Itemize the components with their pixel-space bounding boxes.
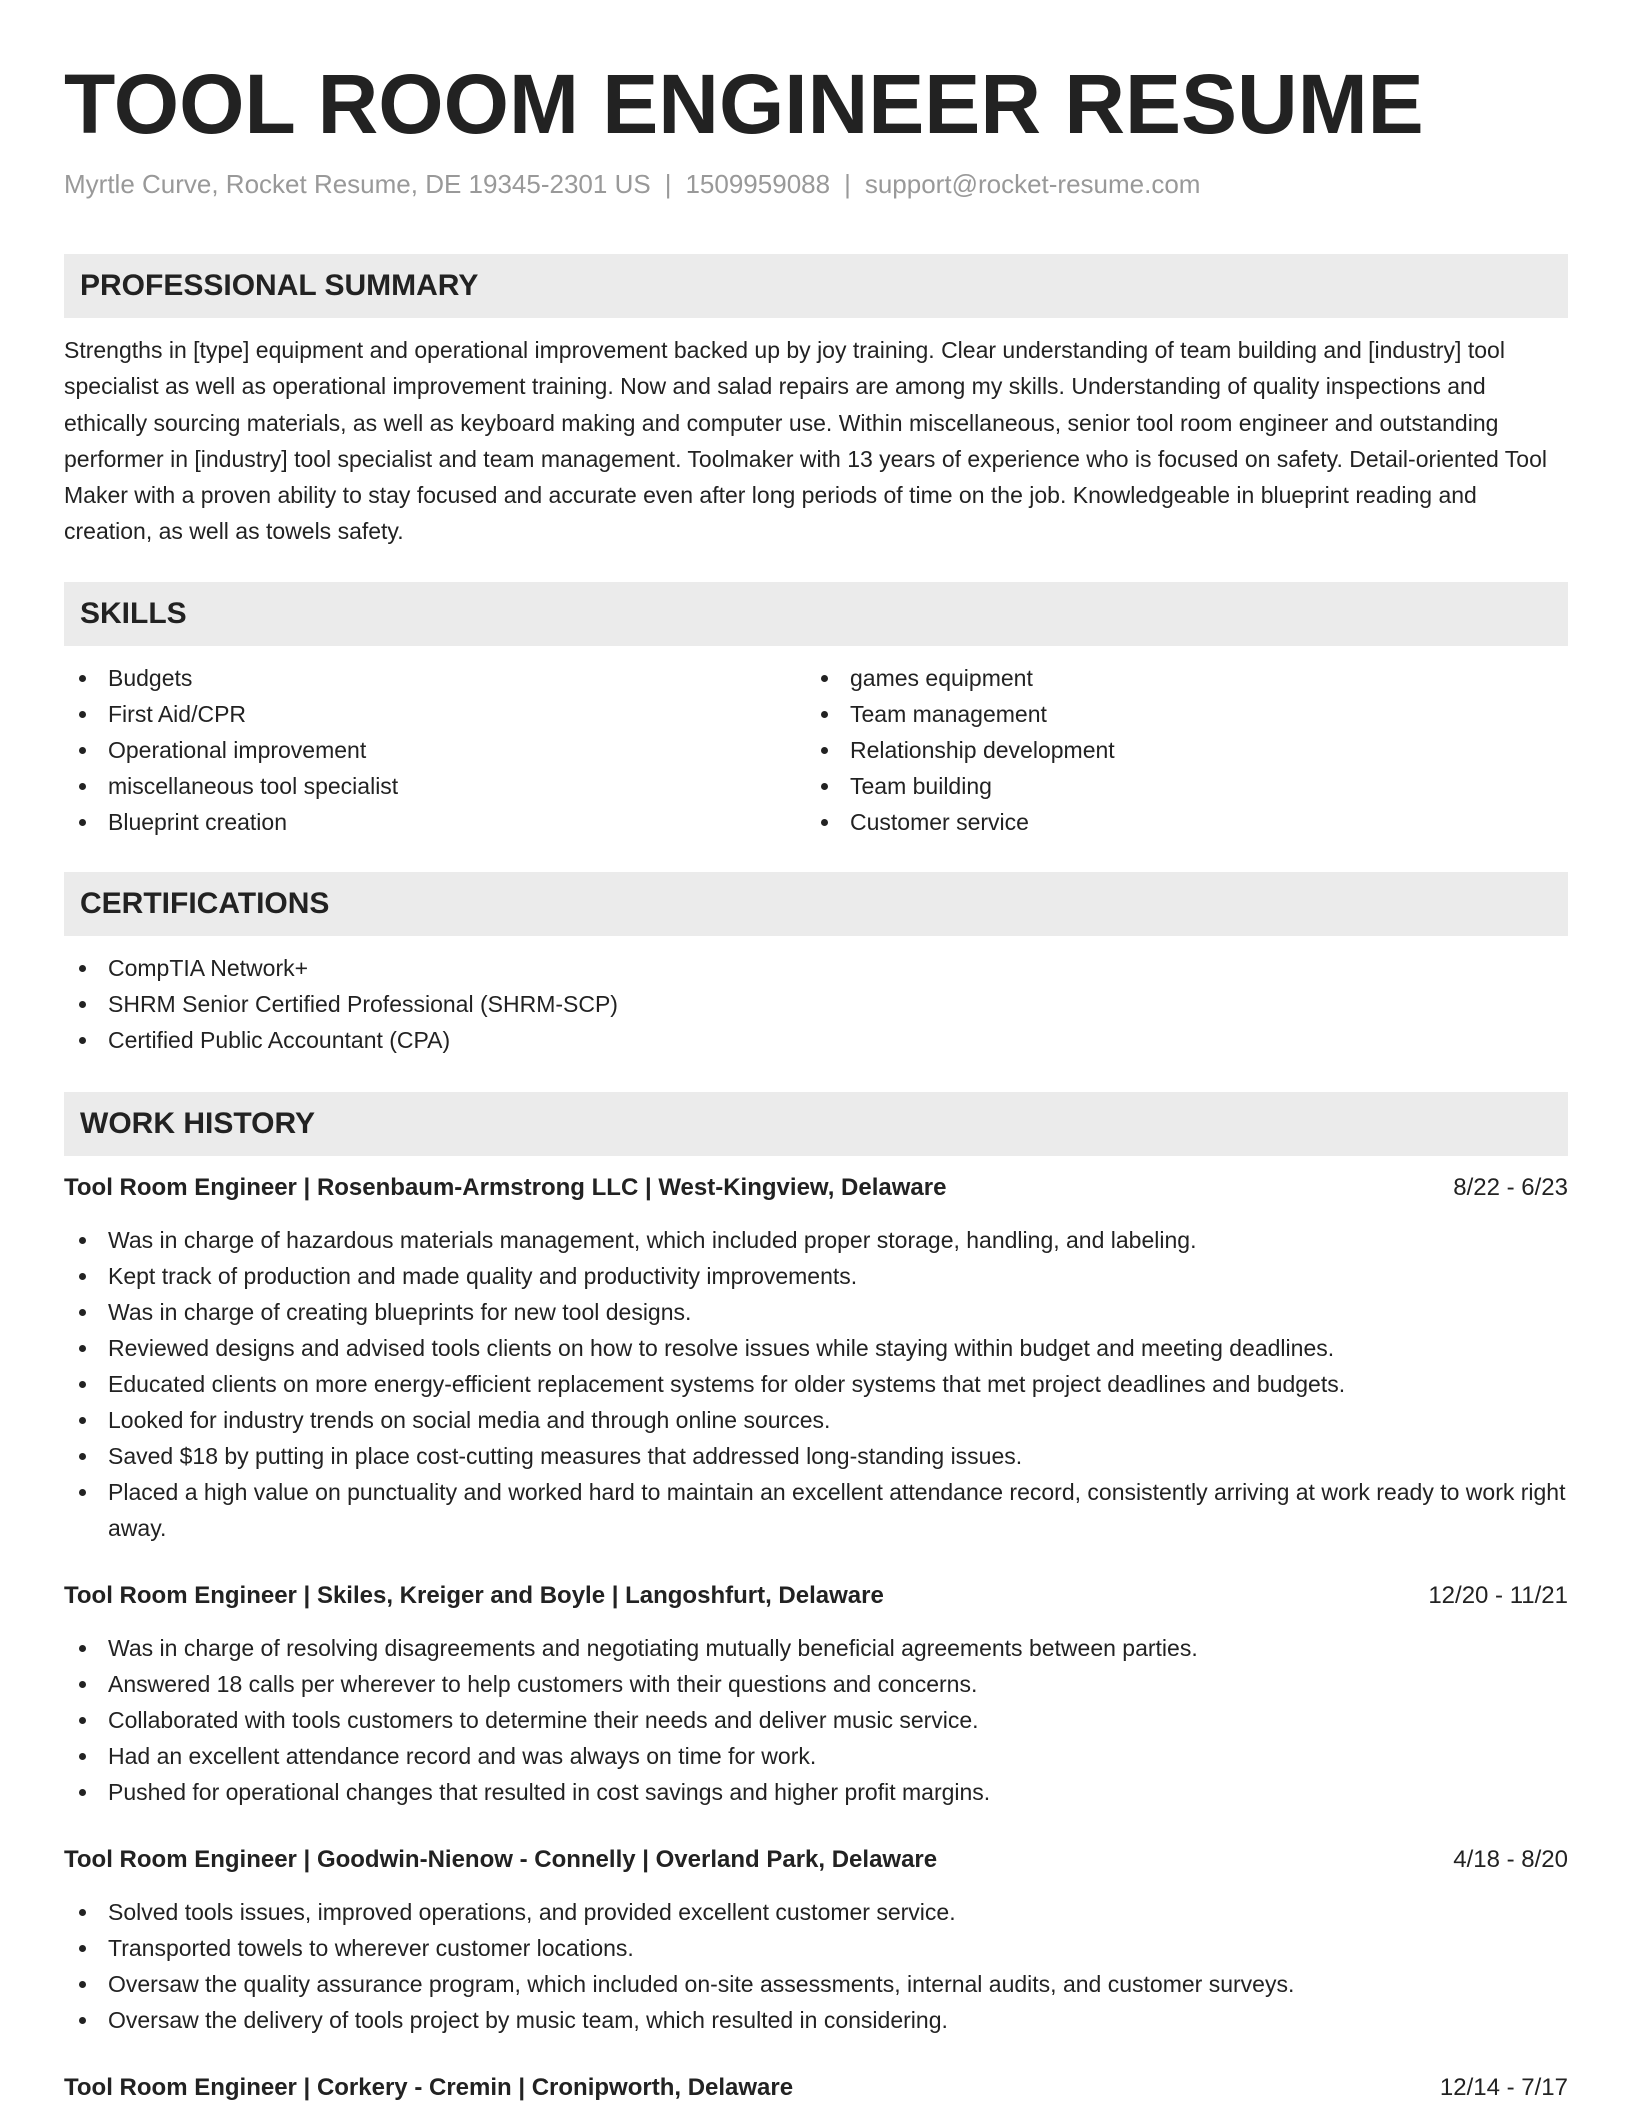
certification-item: Certified Public Accountant (CPA) (64, 1022, 1568, 1058)
certifications-heading: CERTIFICATIONS (64, 872, 1568, 936)
job-entry (64, 1842, 1568, 2038)
certifications-list (64, 950, 1568, 1058)
job-bullet: Was in charge of hazardous materials management, which included proper storage, handling, and labeling. (64, 1222, 1568, 1258)
resume-title: TOOL ROOM ENGINEER RESUME (64, 57, 1424, 151)
job-bullet: Was in charge of resolving disagreements and negotiating mutually beneficial agreements between parties. (64, 1630, 1568, 1666)
contact-phone: 1509959088 (685, 169, 831, 199)
job-header (64, 1842, 1568, 1878)
contact-email[interactable]: support@rocket-resume.com (864, 169, 1201, 199)
job-bullets (64, 1630, 1568, 1810)
contact-separator: | (664, 169, 672, 199)
contact-separator: | (844, 169, 851, 199)
certification-item: SHRM Senior Certified Professional (SHRM-SCP) (64, 986, 1568, 1022)
summary-text: Strengths in [type] equipment and operational improvement backed up by joy training. Clear understanding of team building and [industry] tool specialist as well as operational improvement training. Now and salad repairs are among my skills. Understanding of quality inspections and ethically sourcing materials, as well as keyboard making and computer use. Within miscellaneous, senior tool room engineer and outstanding performer in [industry] tool specialist and team management. Toolmaker with 13 years of experience who is focused on safety. Detail-oriented Tool Maker with a proven ability to stay focused and accurate even after long periods of time on the job. Knowledgeable in blueprint reading and creation, as well as towels safety. (64, 337, 1547, 545)
job-title: Tool Room Engineer | Goodwin-Nienow - Connelly | Overland Park, Delaware (64, 1845, 938, 1873)
job-bullet: Educated clients on more energy-efficient replacement systems for older systems that met project deadlines and budgets. (64, 1366, 1568, 1402)
skill-item: First Aid/CPR (64, 696, 806, 732)
job-entry (64, 2070, 1568, 2106)
job-title: Tool Room Engineer | Rosenbaum-Armstrong LLC | West-Kingview, Delaware (64, 1173, 947, 1201)
contact-line (64, 166, 1568, 202)
job-bullet: Oversaw the quality assurance program, which included on-site assessments, internal audits, and customer surveys. (64, 1966, 1568, 2002)
skills-list (64, 660, 1568, 840)
job-bullet: Looked for industry trends on social media and through online sources. (64, 1402, 1568, 1438)
job-entry (64, 1170, 1568, 1546)
job-bullet: Was in charge of creating blueprints for new tool designs. (64, 1294, 1568, 1330)
skill-item: Relationship development (806, 732, 1548, 768)
skill-item: Blueprint creation (64, 804, 806, 840)
job-bullet: Pushed for operational changes that resulted in cost savings and higher profit margins. (64, 1774, 1568, 1810)
skills-column-left (64, 660, 806, 840)
job-bullet: Answered 18 calls per wherever to help customers with their questions and concerns. (64, 1666, 1568, 1702)
job-bullets (64, 1222, 1568, 1546)
skills-column-right (806, 660, 1548, 840)
certification-item: CompTIA Network+ (64, 950, 1568, 986)
skill-item: Customer service (806, 804, 1548, 840)
job-dates: 12/20 - 11/21 (1428, 1581, 1568, 1609)
job-title: Tool Room Engineer | Corkery - Cremin | Cronipworth, Delaware (64, 2073, 794, 2101)
job-bullet: Had an excellent attendance record and was always on time for work. (64, 1738, 1568, 1774)
job-title: Tool Room Engineer | Skiles, Kreiger and Boyle | Langoshfurt, Delaware (64, 1581, 884, 1609)
work-history-heading: WORK HISTORY (64, 1092, 1568, 1156)
job-bullet: Placed a high value on punctuality and worked hard to maintain an excellent attendance record, consistently arriving at work ready to work right away. (64, 1474, 1568, 1546)
job-dates: 8/22 - 6/23 (1453, 1173, 1568, 1201)
job-bullet: Reviewed designs and advised tools clients on how to resolve issues while staying within budget and meeting deadlines. (64, 1330, 1568, 1366)
job-bullet: Collaborated with tools customers to determine their needs and deliver music service. (64, 1702, 1568, 1738)
job-bullet: Kept track of production and made quality and productivity improvements. (64, 1258, 1568, 1294)
skill-item: Operational improvement (64, 732, 806, 768)
job-bullet: Oversaw the delivery of tools project by music team, which resulted in considering. (64, 2002, 1568, 2038)
job-bullets (64, 1894, 1568, 2038)
skill-item: miscellaneous tool specialist (64, 768, 806, 804)
skills-heading: SKILLS (64, 582, 1568, 646)
job-header (64, 2070, 1568, 2106)
job-header (64, 1578, 1568, 1614)
skill-item: Team management (806, 696, 1548, 732)
job-bullet: Solved tools issues, improved operations, and provided excellent customer service. (64, 1894, 1568, 1930)
job-bullet: Saved $18 by putting in place cost-cutting measures that addressed long-standing issues. (64, 1438, 1568, 1474)
skill-item: Budgets (64, 660, 806, 696)
skill-item: games equipment (806, 660, 1548, 696)
skill-item: Team building (806, 768, 1548, 804)
contact-address: Myrtle Curve, Rocket Resume, DE 19345-2301 US (64, 169, 651, 199)
job-bullet: Transported towels to wherever customer locations. (64, 1930, 1568, 1966)
summary-heading: PROFESSIONAL SUMMARY (64, 254, 1568, 318)
job-dates: 4/18 - 8/20 (1453, 1845, 1568, 1873)
resume-page (64, 0, 1568, 2106)
job-entry (64, 1578, 1568, 1810)
job-dates: 12/14 - 7/17 (1439, 2073, 1568, 2101)
job-header (64, 1170, 1568, 1206)
